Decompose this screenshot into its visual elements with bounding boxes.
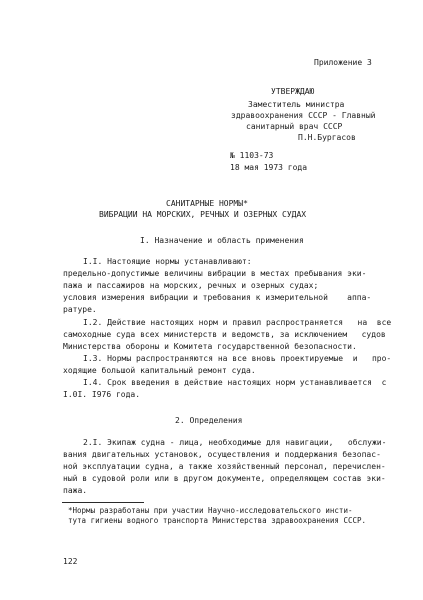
text-line: Министерства обороны и Комитета государственной безопасности. — [63, 342, 357, 351]
section1-heading: I. Назначение и область применения — [140, 236, 304, 245]
title-line2: ВИБРАЦИИ НА МОРСКИХ, РЕЧНЫХ И ОЗЕРНЫХ СУДАХ — [99, 210, 307, 219]
text-line: I.3. Нормы распространяются на все вновь проектируемые и про- — [83, 354, 392, 363]
page-number: 122 — [63, 557, 78, 566]
approval-position-line3: санитарный врач СССР — [246, 122, 343, 131]
title-line1: САНИТАРНЫЕ НОРМЫ* — [166, 199, 248, 208]
text-line: I.0I. I976 года. — [63, 390, 141, 399]
text-line: пажа и пассажиров на морских, речных и озерных судах; — [63, 281, 319, 290]
text-line: предельно-допустимые величины вибрации в местах пребывания эки- — [63, 269, 367, 278]
approval-heading: УТВЕРЖДАЮ — [271, 87, 315, 96]
text-line: самоходные суда всех министерств и ведомств, за исключением судов — [63, 330, 386, 339]
text-line: пажа. — [63, 486, 88, 495]
text-line: 2.I. Экипаж судна - лица, необходимые для навигации, обслужи- — [83, 438, 387, 447]
appendix-label: Приложение 3 — [314, 58, 372, 67]
text-line: ходящие большой капитальный ремонт суда. — [63, 366, 256, 375]
approval-signatory: П.Н.Бургасов — [298, 133, 356, 142]
text-line: I.2. Действие настоящих норм и правил распространяется на все — [83, 318, 392, 327]
footnote-line1: *Нормы разработаны при участии Научно-исследовательского инсти- — [68, 506, 353, 515]
text-line: ный в судовой роли или в другом документе, определяющем состав эки- — [63, 474, 386, 483]
text-line: ной эксплуатации судна, а также хозяйственный персонал, перечислен- — [63, 462, 386, 471]
text-line: ратуре. — [63, 305, 97, 314]
approval-position-line2: здравоохранения СССР - Главный — [231, 111, 376, 120]
approval-date: 18 мая 1973 года — [230, 163, 308, 172]
footnote-line2: тута гигиены водного транспорта Министерства здравоохранения СССР. — [68, 516, 367, 525]
footnote-rule — [62, 502, 144, 503]
section2-heading: 2. Определения — [175, 416, 243, 425]
text-line: I.I. Настоящие нормы устанавливают: — [83, 257, 252, 266]
text-line: вания двигательных установок, осуществления и поддержания безопас- — [63, 450, 381, 459]
approval-number: № 1103-73 — [230, 151, 274, 160]
text-line: условия измерения вибрации и требования к измерительной аппа- — [63, 293, 372, 302]
text-line: I.4. Срок введения в действие настоящих норм устанавливается с — [83, 378, 387, 387]
approval-position-line1: Заместитель министра — [248, 100, 345, 109]
